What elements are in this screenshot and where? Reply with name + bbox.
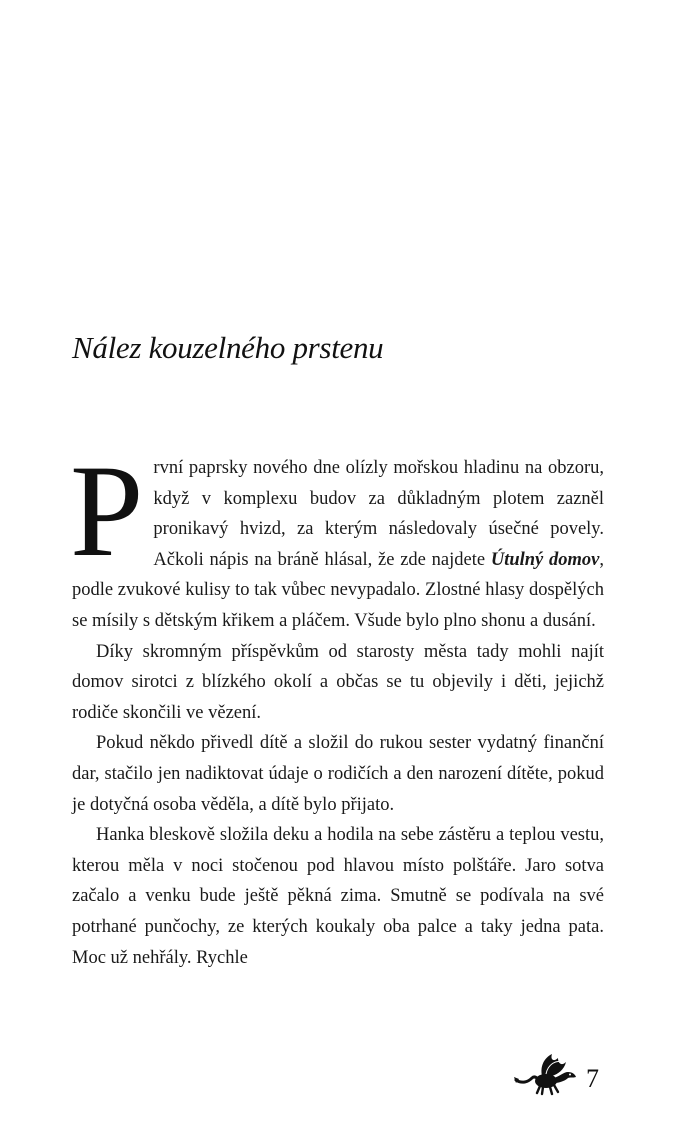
paragraph-1-text-end: , podle zvukové kulisy to tak vůbec nevypadalo. Zlostné hlasy dospělých se mísily s dětským křikem a pláčem. Všude bylo plno shonu a dusání. [72,549,605,631]
winged-dragon-icon [512,1050,578,1096]
paragraph-4: Hanka bleskově složila deku a hodila na sebe zástěru a teplou vestu, kterou měla v noci stočenou pod hlavou místo polštáře. Jaro sotva začalo a venku bude ještě pěkná zima. Smutně se podívala na své potrhané punčochy, ze kterých koukaly oba palce a taky jedna pata. Moc už nehřály. Rychle [72,825,604,968]
paragraph-3: Pokud někdo přivedl dítě a složil do rukou sester vydatný finanční dar, stačilo jen nadiktovat údaje o rodičích a den narození dítěte, pokud je dotyčná osoba věděla, a dítě bylo přijato. [72,733,604,815]
paragraph-1-text-start: rvní paprsky nového dne olízly mořskou hladinu na obzoru, když v komplexu budov za důkladným plotem zazněl pronikavý hvizd, za kterým následovaly úsečné povely. Ačkoli nápis na bráně hlásal, že zde najdete [153,458,604,570]
body-text [70,437,605,973]
emphasized-name: Útulný domov [490,549,600,570]
paragraph-2: Díky skromným příspěvkům od starosty města tady mohli najít domov sirotci z blízkého okolí a občas se tu objevily i děti, jejichž rodiče skončili ve vězení. [72,641,604,723]
page-number: 7 [586,1064,599,1093]
paragraph-1 [70,437,605,637]
drop-cap: P [70,437,144,584]
chapter-title: Nález kouzelného prstenu [72,330,384,365]
